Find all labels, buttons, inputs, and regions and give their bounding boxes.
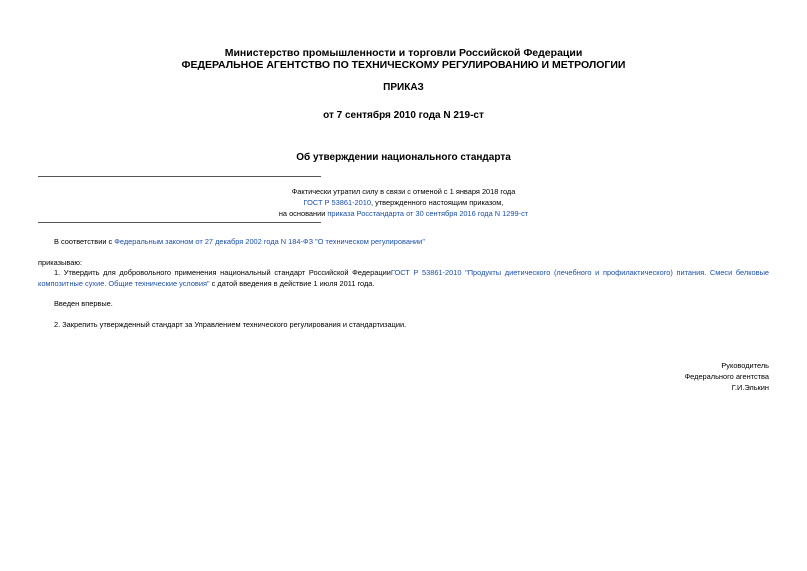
preamble bbox=[54, 237, 425, 248]
ministry-name: Министерство промышленности и торговли Российской Федерации bbox=[224, 47, 583, 59]
order-word: приказываю: bbox=[38, 258, 82, 267]
signature-position: Руководитель bbox=[721, 361, 769, 370]
status-note-line-1: Фактически утратил силу в связи с отменой с 1 января 2018 года bbox=[291, 187, 516, 196]
bottom-divider bbox=[38, 222, 321, 223]
agency-name: ФЕДЕРАЛЬНОЕ АГЕНТСТВО ПО ТЕХНИЧЕСКОМУ РЕГУЛИРОВАНИЮ И МЕТРОЛОГИИ bbox=[181, 59, 626, 71]
item-1-prefix: 1. Утвердить для добровольного применения национальный стандарт Российской Федерации bbox=[54, 268, 391, 277]
signature-organization: Федерального агентства bbox=[684, 372, 769, 381]
item-2: 2. Закрепить утвержденный стандарт за Управлением технического регулирования и стандартизации. bbox=[54, 320, 407, 329]
federal-law-link[interactable]: Федеральным законом от 27 декабря 2002 года N 184-ФЗ "О техническом регулировании" bbox=[114, 237, 425, 246]
document-date-number: от 7 сентября 2010 года N 219-ст bbox=[323, 110, 484, 121]
status-note-line-3-prefix: на основании bbox=[278, 209, 328, 218]
document-type: ПРИКАЗ bbox=[383, 82, 424, 93]
signature-name: Г.И.Элькин bbox=[731, 383, 769, 392]
introduced-note: Введен впервые. bbox=[54, 299, 113, 308]
top-divider bbox=[38, 176, 321, 177]
item-1 bbox=[38, 267, 769, 289]
status-note-line-2-rest: , утвержденного настоящим приказом, bbox=[370, 198, 504, 207]
document-subject: Об утверждении национального стандарта bbox=[296, 152, 511, 163]
status-note-line-3 bbox=[0, 208, 807, 219]
rosstandart-order-link[interactable]: приказа Росстандарта от 30 сентября 2016 года N 1299-ст bbox=[327, 209, 529, 218]
preamble-prefix: В соответствии с bbox=[54, 237, 115, 246]
status-note-line-2 bbox=[0, 197, 807, 208]
gost-link[interactable]: ГОСТ Р 53861-2010 bbox=[303, 198, 371, 207]
standard-link[interactable]: ГОСТ Р 53861-2010 "Продукты диетического (лечебного и профилактического) питания. Смеси белковые композитные сухие. Общие технические условия" bbox=[38, 268, 769, 288]
item-1-suffix: с датой введения в действие 1 июля 2011 года. bbox=[209, 279, 375, 288]
